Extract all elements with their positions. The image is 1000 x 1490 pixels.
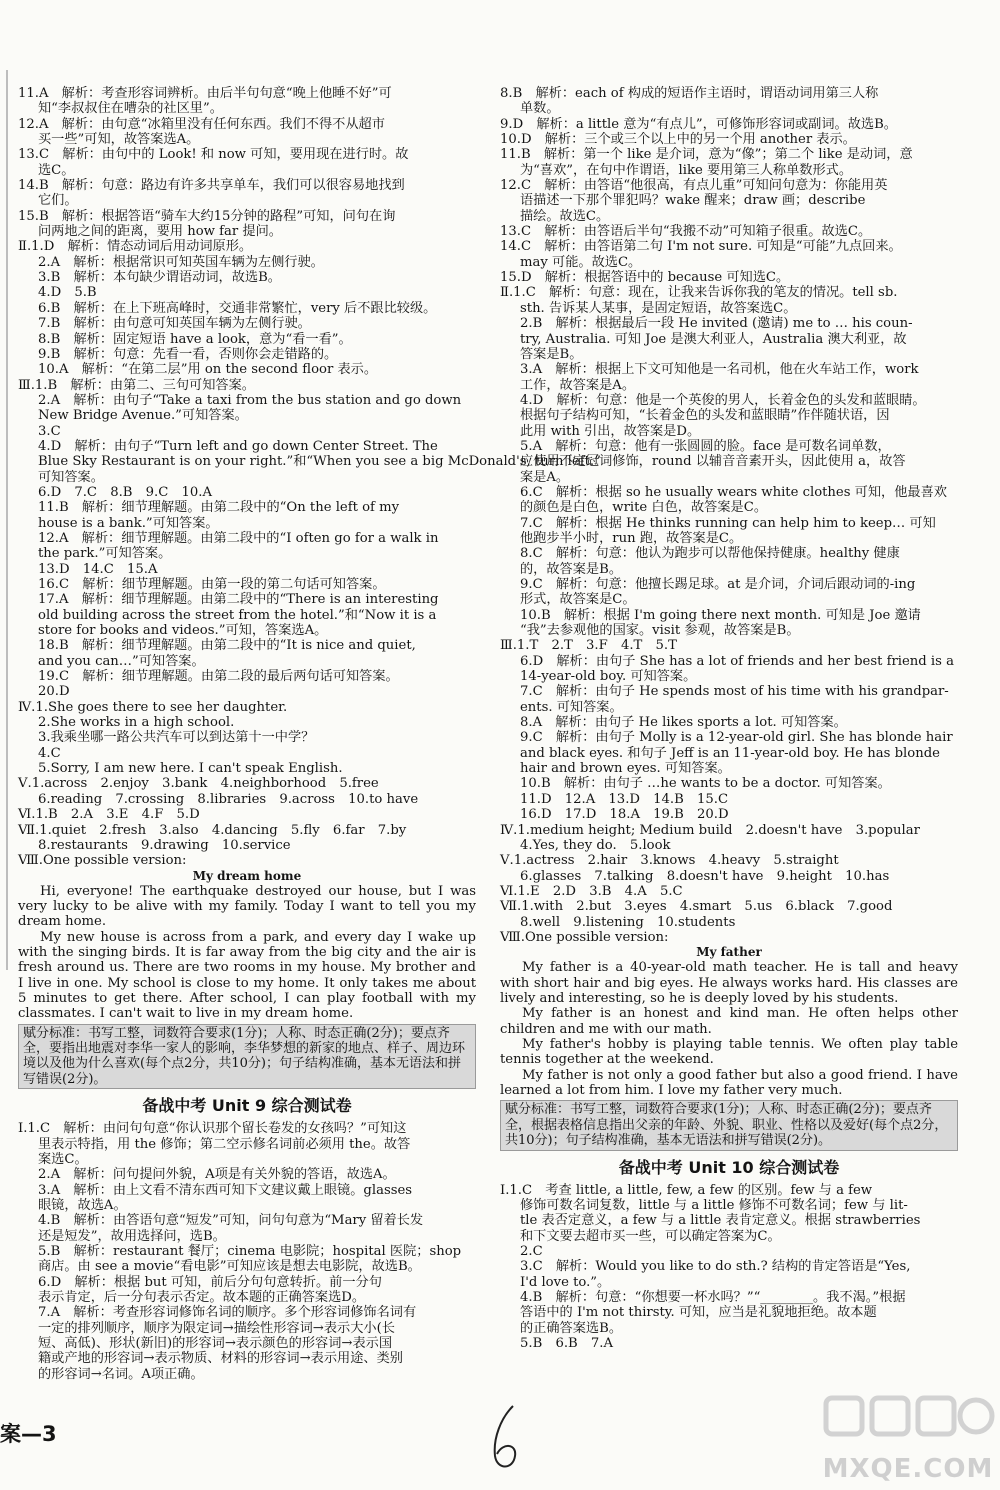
answer-line: 眼镜，故选A。 [38,1197,127,1213]
answer-line: 买一些”可知，故答案选A。 [38,132,200,148]
answer-line: Ⅶ.1.with 2.but 3.eyes 4.smart 5.us 6.black 7.good [500,899,893,915]
answer-line: 7.C 解析：由句子 He spends most of his time with his grandpar- [520,684,949,700]
answer-line: 3.我乘坐哪一路公共汽车可以到达第十一中学？ [38,730,315,746]
answer-line: 4.Yes, they do. 5.look [520,837,671,853]
answer-line: 单数。 [520,101,560,117]
answer-line: 2.She works in a high school. [38,715,235,731]
answer-line: 修饰可数名词复数，little 与 a little 修饰不可数名词；few 与 lit- [520,1197,908,1213]
answer-line: sth. 告诉某人某事，是固定短语，故答案选C。 [520,300,797,316]
answer-line: 2.C [520,1243,543,1259]
answer-line: I'd love to.”。 [520,1274,611,1290]
answer-line: 2.A 解析：根据常识可知英国车辆为左侧行驶。 [38,254,324,270]
answer-line: hair and brown eyes. 可知答案。 [520,761,731,777]
answer-line: 籍或产地的形容词→表示物质、材料的形容词→表示用途、类别 [38,1351,403,1367]
answer-line: 答案是B。 [520,346,583,362]
answer-line: Ⅰ.1.C 解析：由问句句意“你认识那个留长卷发的女孩吗？”可知这 [18,1121,407,1137]
answer-line: 的，故答案是B。 [520,561,623,577]
answer-line: 9.B 解析：句意：先看一看，否则你会走错路的。 [38,346,338,362]
answer-line: 3.A 解析：由上文看不清东西可知下文建议戴上眼镜。glasses [38,1182,413,1198]
answer-line: 5.A 解析：句意：他有一张圆圆的脸。face 是可数名词单数， [520,438,891,454]
answer-line: 6.B 解析：在上下班高峰时，交通非常繁忙，very 后不跟比较级。 [38,300,437,316]
answer-line: 为“喜欢”，在句中作谓语，like 要用第三人称单数形式。 [520,162,853,178]
watermark-logo [820,1392,996,1484]
right-column [500,86,958,1351]
answer-line: 6.reading 7.crossing 8.libraries 9.across 10.to have [38,791,419,807]
answer-line: Ⅲ.1.T 2.T 3.F 4.T 5.T [500,638,677,654]
answer-line: “我”去参观他的国家。visit 参观，故答案是B。 [520,623,800,639]
answer-line: 描绘。故选C。 [520,208,610,224]
answer-line: and you can…”可知答案。 [38,653,205,669]
answer-line: store for books and videos.”可知，答案选A。 [38,623,328,639]
answer-line: old building across the street from the hotel.”和“Now it is a [38,607,437,623]
essay-paragraph: My father is an honest and kind man. He often helps other children and me with our math. [500,1006,958,1037]
section-title-unit9: 备战中考 Unit 9 综合测试卷 [142,1096,352,1116]
answer-line: Ⅵ.1.B 2.A 3.E 4.F 5.D [18,807,200,823]
answer-line: Ⅱ.1.C 解析：句意：现在，让我来告诉你我的笔友的情况。tell sb. [500,285,898,301]
essay-title-my-father: My father [696,945,762,960]
answer-line: 根据句子结构可知，“长着金色的头发和蓝眼睛”作伴随状语，因 [520,408,890,424]
answer-line: may 可能。故选C。 [520,254,642,270]
answer-line: 2.B 解析：根据最后一段 He invited (邀请) me to … his coun- [520,316,913,332]
essay-paragraph: My father is a 40-year-old math teacher. He is tall and heavy with short hair and big eyes. He always works hard. His classes are lively and interesting, so he is deeply loved by his students. [500,960,958,1006]
answer-line: 知“李叔叔住在嘈杂的社区里”。 [38,101,223,117]
answer-line: 此用 with 引出，故答案是D。 [520,423,701,439]
answer-line: 6.glasses 7.talking 8.doesn't have 9.height 10.has [520,868,890,884]
answer-line: 表示肯定，后一分句表示否定。故本题的正确答案选D。 [38,1290,366,1306]
essay-paragraph: My father is not only a good father but also a good friend. I have learned a lot from him. I love my father very much. [500,1067,958,1098]
answer-line: 19.C 解析：细节理解题。由第二段的最后两句话可知答案。 [38,669,399,685]
answer-line: 7.C 解析：根据 He thinks running can help him to keep… 可知 [520,515,936,531]
answer-line: 3.A 解析：根据上下文可知他是一名司机，他在火车站工作，work [520,362,919,378]
answer-line: 8.B 解析：each of 构成的短语作主语时，谓语动词用第三人称 [500,86,879,101]
answer-line: 17.A 解析：细节理解题。由第二段中的“There is an interesting [38,592,439,608]
answer-line: 12.A 解析：由句意“冰箱里没有任何东西。我们不得不从超市 [18,116,385,132]
answer-line: 8.restaurants 9.drawing 10.service [38,837,291,853]
answer-line: 4.B 解析：句意：“你想要一杯水吗？”“________。我不渴。”根据 [520,1289,906,1305]
answer-line: 13.D 14.C 15.A [38,561,158,577]
answer-line: 里表示特指，用 the 修饰；第二空示修名词前必须用 the。故答 [38,1136,411,1152]
handwritten-number [485,1400,525,1475]
answer-line: Ⅳ.1.medium height; Medium build 2.doesn't have 3.popular [500,822,920,838]
answer-line: 4.B 解析：由答语句意“短发”可知，问句句意为“Mary 留着长发 [38,1213,424,1229]
answer-line: 语描述一下那个罪犯吗？wake 醒来；draw 画；describe [520,193,866,209]
answer-line: 18.B 解析：细节理解题。由第二段中的“It is nice and quiet, [38,638,416,654]
answer-line: and black eyes. 和句子 Jeff is an 11-year-old boy. He has blonde [520,745,940,761]
answer-line: 4.D 解析：句意：他是一个英俊的男人，长着金色的头发和蓝眼睛。 [520,392,926,408]
answer-line: New Bridge Avenue.”可知答案。 [38,408,248,424]
answer-line: Blue Sky Restaurant is on your right.”和“When you see a big McDonald's, turn left.” [38,454,601,470]
answer-line: 16.C 解析：细节理解题。由第一段的第二句话可知答案。 [38,577,386,592]
answer-line: Ⅱ.1.D 解析：情态动词后用动词原形。 [18,239,253,255]
answer-line: 11.A 解析：考查形容词辨析。由后半句句意“晚上他睡不好”可 [18,86,392,101]
answer-line: 11.D 12.A 13.D 14.B 15.C [520,791,729,807]
answer-line: 4.C [38,745,61,761]
answer-line: 它们。 [38,193,78,209]
essay-title-dream-home: My dream home [192,868,302,883]
answer-line: 3.B 解析：本句缺少谓语动词，故选B。 [38,270,281,286]
answer-line: 10.B 解析：根据 I'm going there next month. 可知是 Joe 邀请 [520,607,921,623]
answer-line: 14.B 解析：句意：路边有许多共享单车，我们可以很容易地找到 [18,178,405,194]
answer-line: Ⅵ.1.E 2.D 3.B 4.A 5.C [500,883,683,899]
binding-edge [6,70,8,970]
answer-line: 案是A。 [520,469,570,485]
answer-line: 的正确答案选B。 [520,1320,623,1336]
answer-line: Ⅷ.One possible version: [500,929,669,945]
answer-line: 3.C [38,423,61,439]
answer-line: 10.B 解析：由句子 …he wants to be a doctor. 可知答案。 [520,776,891,792]
answer-line: 5.Sorry, I am new here. I can't speak English. [38,761,343,777]
answer-line: 7.A 解析：考查形容词修饰名词的顺序。多个形容词修饰名词有 [38,1305,417,1321]
right-answer-list [500,86,958,945]
unit9-answer-list [18,1121,476,1382]
essay-paragraph: Hi, everyone! The earthquake destroyed our house, but I was very lucky to be alive with my family. Today I want to tell you my dream home. [18,883,476,930]
answer-line: 8.C 解析：句意：他认为跑步可以帮他保持健康。healthy 健康 [520,546,900,562]
essay-my-father [500,960,958,1098]
answer-line: 20.D [38,684,70,700]
answer-line: 9.D 解析：a little 意为“有点儿”，可修饰形容词或副词。故选B。 [500,116,897,132]
answer-line: Ⅴ.1.across 2.enjoy 3.bank 4.neighborhood 5.free [18,776,379,792]
answer-line: 12.A 解析：细节理解题。由第二段中的“I often go for a walk in [38,530,439,546]
answer-line: 可知答案。 [38,469,104,485]
answer-line: 13.C 解析：由句中的 Look! 和 now 可知，要用现在进行时。故 [18,147,409,163]
answer-line: Ⅷ.One possible version: [18,853,187,869]
answer-line: 2.A 解析：问句提问外貌，A项是有关外貌的答语，故选A。 [38,1167,396,1183]
scoring-criteria: 赋分标准：书写工整，词数符合要求(1分)；人称、时态正确(2分)；要点齐全，要指出地震对李华一家人的影响，李华梦想的新家的地点、样子、周边环境以及他为什么喜欢(每个点2分，共10分)；句子结构准确，基本无语法和拼写错误(2分)。 [18,1024,476,1090]
answer-line: 他跑步半小时，run 跑，故答案是C。 [520,530,743,546]
answer-line: 一定的排列顺序，顺序为限定词→描绘性形容词→表示大小(长 [38,1320,395,1336]
answer-line: 6.C 解析：根据 so he usually wears white clothes 可知，他最喜欢 [520,484,947,500]
answer-line: 15.B 解析：根据答语“骑车大约15分钟的路程”可知，问句在询 [18,208,396,224]
answer-line: 13.C 解析：由答语后半句“我搬不动”可知箱子很重。故选C。 [500,224,872,240]
answer-line: 11.B 解析：第一个 like 是介词，意为“像”；第二个 like 是动词，意 [500,147,913,163]
answer-line: 10.A 解析：“在第二层”用 on the second floor 表示。 [38,362,378,378]
answer-line: 6.D 解析：根据 but 可知，前后分句句意转折。前一分句 [38,1274,382,1290]
answer-line: 6.D 解析：由句子 She has a lot of friends and her best friend is a [520,653,954,669]
answer-line: 商店。由 see a movie“看电影”可知应该是想去电影院，故选B。 [38,1259,421,1275]
answer-line: 工作，故答案是A。 [520,377,636,393]
answer-line: 16.D 17.D 18.A 19.B 20.D [520,807,729,823]
answer-line: 形式，故答案是C。 [520,592,636,608]
answer-line: Ⅳ.1.She goes there to see her daughter. [18,699,288,715]
scoring-criteria: 赋分标准：书写工整，词数符合要求(1分)；人称、时态正确(2分)；要点齐全，根据表格信息指出父亲的年龄、外貌、职业、性格以及爱好(每个点2分，共10分)；句子结构准确，基本无语法和拼写错误(2分)。 [500,1100,958,1150]
answer-line: 5.B 6.B 7.A [520,1336,614,1351]
answer-line: 10.D 解析：三个或三个以上中的另一个用 another 表示。 [500,132,856,148]
answer-line: 8.well 9.listening 10.students [520,914,736,930]
answer-line: 和下文要去超市买一些，可以确定答案为C。 [520,1228,781,1244]
answer-line: 15.D 解析：根据答语中的 because 可知选C。 [500,270,790,286]
answer-line: 2.A 解析：由句子“Take a taxi from the bus station and go down [38,392,462,408]
answer-line: house is a bank.”可知答案。 [38,515,219,531]
watermark-icon [820,1392,996,1454]
unit10-answer-list [500,1183,958,1352]
answer-line: Ⅶ.1.quiet 2.fresh 3.also 4.dancing 5.fly 6.far 7.by [18,822,407,838]
answer-line: 应使用不定冠词修饰，round 以辅音音素开头，因此使用 a，故答 [520,454,906,470]
answer-line: Ⅲ.1.B 解析：由第二、三句可知答案。 [18,377,255,393]
answer-line: 选C。 [38,162,75,178]
answer-line: 短、高低)、形状(新旧)的形容词→表示颜色的形容词→表示国 [38,1336,393,1352]
answer-line: 4.D 解析：由句子“Turn left and go down Center Street. The [38,438,438,454]
answer-line: Ⅴ.1.actress 2.hair 3.knows 4.heavy 5.straight [500,853,839,869]
answer-line: 8.B 解析：固定短语 have a look，意为“看一看”。 [38,331,352,347]
answer-line: tle 表否定意义，a few 与 a little 表肯定意义。根据 strawberries [520,1213,921,1229]
answer-line: 9.C 解析：由句子 Molly is a 12-year-old girl. She has blonde hair [520,730,953,746]
answer-line: 问两地之间的距离，要用 how far 提问。 [38,224,282,240]
answer-line: 的形容词→名词。A项正确。 [38,1366,204,1382]
answer-line: 答语中的 I'm not thirsty. 可知，应当是礼貌地拒绝。故本题 [520,1305,877,1321]
page-footer: 案—3 [0,1422,57,1446]
answer-line: ents. 可知答案。 [520,699,623,715]
section-title-unit10: 备战中考 Unit 10 综合测试卷 [618,1157,840,1177]
answer-line: 14.C 解析：由答语第二句 I'm not sure. 可知是“可能”九点回来。 [500,239,902,255]
essay-paragraph: My father's hobby is playing table tennis. We often play table tennis together at the weekend. [500,1036,958,1068]
answer-line: Ⅰ.1.C 考查 little, a little, few, a few 的区别。few 与 a few [500,1182,873,1198]
essay-dream-home [18,884,476,1022]
answer-line: 4.D 5.B [38,285,97,301]
answer-line: 6.D 7.C 8.B 9.C 10.A [38,484,213,500]
answer-line: 案选C。 [38,1151,88,1167]
answer-line: 7.B 解析：由句意可知英国车辆为左侧行驶。 [38,316,311,332]
answer-line: 5.B 解析：restaurant 餐厅；cinema 电影院；hospital 医院；shop [38,1244,462,1259]
answer-line: 9.C 解析：句意：他擅长踢足球。at 是介词，介词后跟动词的-ing [520,577,916,592]
essay-paragraph: My new house is across from a park, and every day I wake up with the singing birds. It is far away from the big city and the air is fresh around us. There are two rooms in my house. My brother and I live in one. My school is close to my home. It only takes me about 5 minutes to get there. After school, I can play football with my classmates. I can't wait to live in my dream home. [18,929,476,1022]
answer-line: 8.A 解析：由句子 He likes sports a lot. 可知答案。 [520,715,847,731]
watermark-text: MXQE.COM [822,1454,994,1484]
answer-line: try, Australia. 可知 Joe 是澳大利亚人，Australia 澳大利亚，故 [520,331,907,347]
answer-line: 12.C 解析：由答语“他很高，有点儿重”可知问句意为：你能用英 [500,178,888,194]
answer-line: the park.”可知答案。 [38,546,172,562]
answer-line: 3.C 解析：Would you like to do sth.? 结构的肯定答语是“Yes, [520,1259,911,1275]
answer-line: 14-year-old boy. 可知答案。 [520,669,697,685]
answer-line: 11.B 解析：细节理解题。由第二段中的“On the left of my [38,500,400,516]
answer-line: 还是短发”，故用选择问，选B。 [38,1228,226,1244]
answer-line: 的颜色是白色，write 白色，故答案是C。 [520,500,768,516]
